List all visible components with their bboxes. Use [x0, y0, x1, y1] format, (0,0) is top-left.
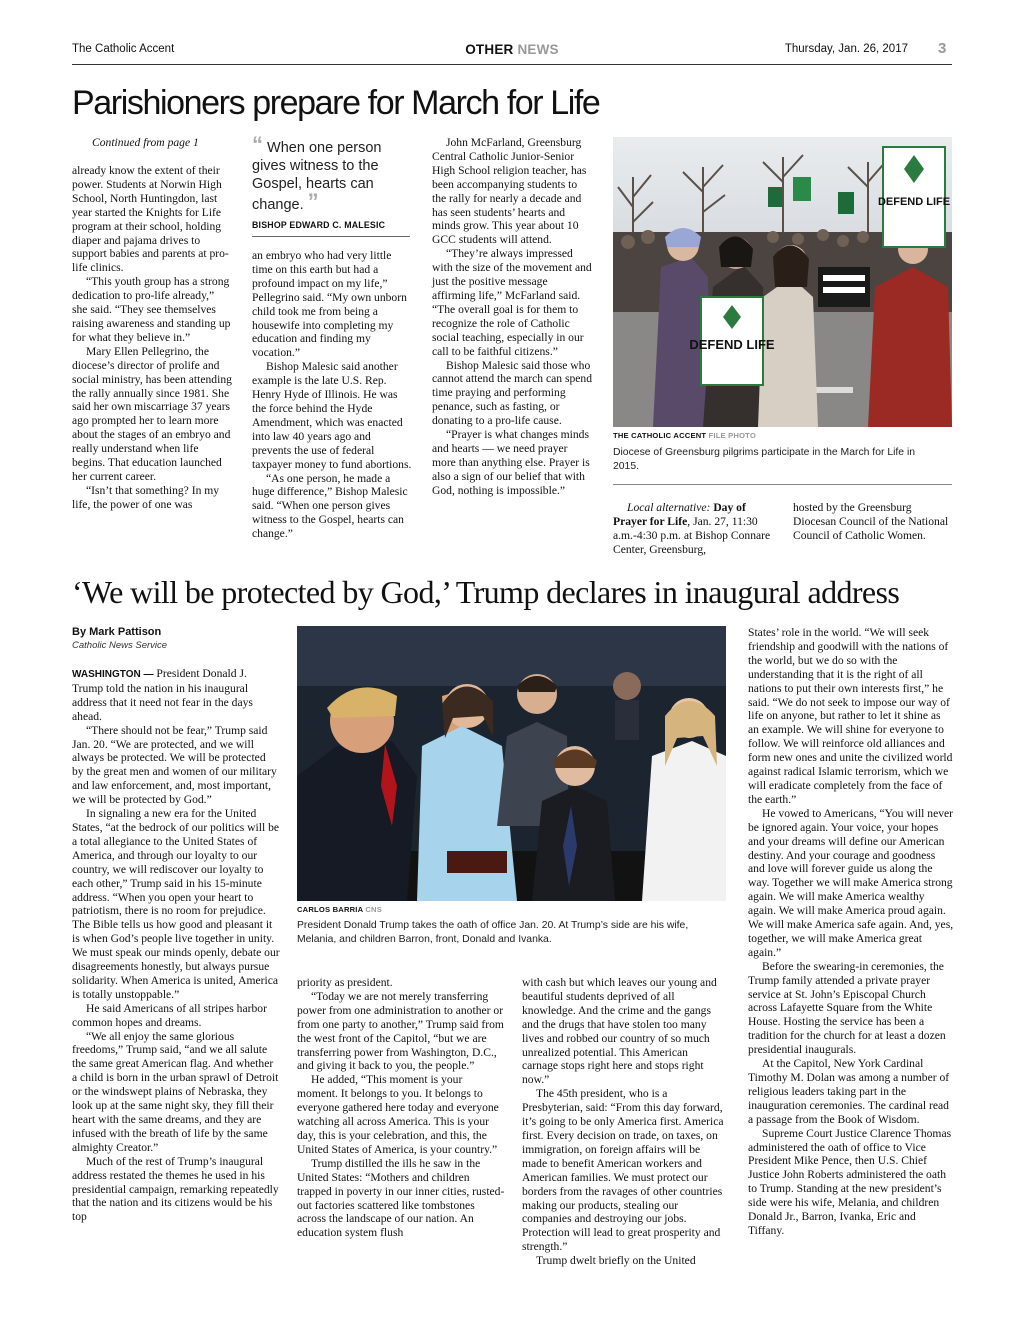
story2-col4-p4: At the Capitol, New York Cardinal Timothy M. Dolan was among a number of religious leaders taking part in the inauguration ceremonies. The cardinal read a passage from the Book of Wisdom. [748, 1057, 950, 1126]
story2-col3-p1: with cash but which leaves our young and beautiful students deprived of all knowledge. And the crime and the gangs and the drugs that have stolen too many lives and robbed our country of so much unrealized potential. This American carnage stops right here and stops right now.” [522, 976, 717, 1087]
section-label-a: OTHER [465, 42, 514, 57]
story2-column-2 [297, 976, 505, 1240]
story1-col3-p3: Bishop Malesic said those who cannot attend the march can spend time praying and performing penance, such as fasting, or donating to a pro-life cause. [432, 358, 592, 428]
march-photo-credit [613, 431, 756, 440]
story2-col4-p3: Before the swearing-in ceremonies, the Trump family attended a private prayer service at St. John’s Episcopal Church across Lafayette Square from the White House. Hosting the service has been a tradition for the church for at least a dozen presidential inaugurals. [748, 959, 946, 1057]
story1-continued [92, 136, 242, 150]
caption-rule [613, 484, 952, 485]
story1-col3-p2: “They’re always impressed with the size of the movement and just the positive message affirming life,” McFarland said. “The overall goal is for them to recognize the role of Catholic social teaching, especially in our call to be faithful citizens.” [432, 247, 592, 358]
story2-col1-lead: President Donald J. Trump told the nation in his inaugural address that it need not fear in the days ahead. [72, 667, 253, 723]
issue-date: Thursday, Jan. 26, 2017 [784, 43, 908, 55]
page-number: 3 [938, 40, 947, 57]
story2-col2-p1: priority as president. [297, 976, 393, 989]
march-photo-credit-org: THE CATHOLIC ACCENT [613, 431, 707, 440]
story2-headline: ‘We will be protected by God,’ Trump declares in inaugural address [72, 574, 900, 610]
local-alternative [613, 501, 775, 557]
inauguration-photo-credit-type: CNS [365, 905, 382, 914]
story2-column-3 [522, 976, 726, 1268]
story1-column-1 [72, 164, 232, 512]
story2-col1-p6: Much of the rest of Trump’s inaugural address restated the themes he used in his presidential campaign, remarking repeatedly that the nation and its citizens would be his top [72, 1154, 279, 1224]
story1-col1-p3: Mary Ellen Pellegrino, the diocese’s director of prolife and social ministry, has been attending the rally annually since 1981. She said her own miscarriage 37 years ago prompted her to learn more about the stages of an embryo and really understand when life begins. That education launched her current career. [72, 344, 232, 483]
story1-headline: Parishioners prepare for March for Life [72, 84, 600, 122]
story2-col1-p5: “We all enjoy the same glorious freedoms,” Trump said, “and we all salute the same great American flag. And whether a child is born in the urban sprawl of Detroit or the windswept plains of Nebraska, they look up at the same night sky, they fill their heart with the same dreams, and they are infused with the breath of life by the same almighty Creator.” [72, 1029, 279, 1154]
inauguration-photo [297, 626, 726, 901]
story2-col4-p2: He vowed to Americans, “You will never be ignored again. Your voice, your hopes and your dreams will define our American destiny. And your courage and goodness and love will forever guide us along the way. Together we will make America strong again. We will make America wealthy again. We will make America proud again. We will make America safe again. And, yes, together, we will make America great again.” [748, 806, 954, 959]
defend-life-sign-back [878, 147, 950, 247]
section-label-b: NEWS [517, 42, 559, 57]
story2-col1-p4: He said Americans of all stripes harbor common hopes and dreams. [72, 1001, 267, 1029]
story2-col2-p3: He added, “This moment is your moment. It belongs to you. It belongs to everyone gathered here today and everyone watching all across America. This is your day, this is your celebration, and this, the United States of America, is your country.” [297, 1073, 499, 1156]
story1-col1-p4: “Isn’t that something? In my life, the power of one was [72, 483, 220, 511]
byline-org: Catholic News Service [72, 640, 168, 651]
story2-col4-p1: States’ role in the world. “We will seek friendship and goodwill with the nations of the world, but we do so with the understanding that it is the right of all nations to put their own interests first,” he said. “We do not seek to impose our way of life on anyone, but rather to let it shine as an example. We will shine for everyone to follow. We will reinforce old alliances and form new ones and unite the civilized world against radical Islamic terrorism, which we will eradicate completely from the face of the earth.” [748, 626, 953, 806]
story1-col2-p2: Bishop Malesic said another example is the late U.S. Rep. Henry Hyde of Illinois. He was the force behind the Hyde Amendment, which was enacted into law 40 years ago and prevents the use of federal taxpayer money to fund abortions. [252, 360, 412, 471]
dateline: WASHINGTON — [72, 669, 154, 680]
story2-col2-p4: Trump distilled the ills he saw in the United States: “Mothers and children trapped in poverty in our inner cities, rusted-out factories scattered like tombstones across the landscape of our nation. An education system flush [297, 1156, 505, 1240]
pull-quote [252, 132, 410, 230]
march-photo-credit-type: FILE PHOTO [708, 431, 756, 440]
sign-text-front: DEFEND LIFE [689, 337, 775, 352]
story2-col4-p5: Supreme Court Justice Clarence Thomas administered the oath of office to Vice President Mike Pence, then U.S. Chief Justice John Roberts administered the oath to Trump. Standing at the new president’s side were his wife, Melania, and children Donald Jr., Barron, Ivanka, Eric and Tiffany. [748, 1126, 952, 1237]
local-alternative-host [793, 501, 951, 543]
story2-column-4 [748, 626, 954, 1238]
march-photo-caption: Diocese of Greensburg pilgrims participate in the March for Life in 2015. [613, 447, 916, 472]
story1-col2-p1: an embryo who had very little time on this earth but had a profound impact on my life,” Pellegrino said. “My own unborn child took me from being a housewife into completing my education and finding my vocation.” [252, 249, 407, 360]
story1-col2-p3: “As one person, he made a huge difference,” Bishop Malesic said. “When one person gives witness to the Gospel, hearts can change.” [252, 471, 408, 541]
pull-quote-open-mark: “ [252, 132, 263, 157]
pull-quote-close-mark: ” [307, 189, 319, 214]
story1-col1-p1: already know the extent of their power. Students at Norwin High School, North Huntingdon, last year started the Knights for Life program at their school, holding diaper and pajama drives to support babies and parents at pro-life clinics. [72, 164, 229, 275]
inauguration-photo-credit [297, 905, 382, 914]
inauguration-photo-credit-org: CARLOS BARRIA [297, 905, 364, 914]
pull-quote-attribution: BISHOP EDWARD C. MALESIC [252, 220, 386, 230]
byline: By Mark Pattison [72, 626, 162, 638]
story1-col3-p1: John McFarland, Greensburg Central Catholic Junior-Senior High School religion teacher, has been accompanying students to the rally for nearly a decade and has seen students’ hearts and minds grow. This year about 10 GCC students will attend. [432, 136, 587, 247]
story2-col1-p3: In signaling a new era for the United States, “at the bedrock of our politics will be a total allegiance to the United States of America, and through our loyalty to our country, we will rediscover our loyalty to each other,” Trump said in his 15-minute address. “When you open your heart to patriotism, there is no room for prejudice. The Bible tells us how good and pleasant it is when God’s people live together in unity. We must speak our minds openly, debate our disagreements honestly, but always pursue solidarity. When America is united, America is totally unstoppable.” [72, 807, 280, 1001]
publication-name: The Catholic Accent [72, 43, 175, 55]
story2-col1-p2: “There should not be fear,” Trump said Jan. 20. “We are protected, and we will always be protected. We will be protected by the great men and women of our military and law enforcement, and, most important, we will be protected by God.” [72, 723, 277, 807]
story2-col3-p2: The 45th president, who is a Presbyterian, said: “From this day forward, it’s going to be only America first. America first. Every decision on trade, on taxes, on immigration, on foreign affairs will be made to benefit American workers and American families. We must protect our borders from the ravages of other countries making our products, stealing our companies and destroying our jobs. Protection will lead to great prosperity and strength.” [522, 1087, 724, 1254]
story2-column-1 [72, 667, 280, 1224]
story1-col3-p4: “Prayer is what changes minds and hearts — we need prayer more than anything else. Prayer is also a sign of our belief that with God, nothing is impossible.” [432, 428, 590, 497]
story1-col1-p2: “This youth group has a strong dedication to pro-life already,” she said. “They see themselves raising awareness and standing up for what they believe in.” [72, 275, 231, 344]
march-for-life-photo [613, 137, 952, 427]
pull-quote-body: When one person gives witness to the Gospel, hearts can change. [252, 140, 382, 213]
local-alternative-label: Local alternative: [627, 501, 711, 514]
story1-column-3 [432, 136, 594, 498]
sign-text-back: DEFEND LIFE [877, 196, 951, 208]
local-alternative-host-text: hosted by the Greensburg Diocesan Council of the National Council of Catholic Women. [793, 501, 949, 542]
story2-col2-p2: “Today we are not merely transferring power from one administration to another or from one party to another,” Trump said from the west front of the Capitol, “but we are transferring power from Washington, D.C., and giving it back to you, the people.” [297, 989, 504, 1073]
local-alternative-details: , Jan. 27, 11:30 a.m.-4:30 p.m. at Bishop Connare Center, Greensburg, [613, 514, 771, 556]
story2-col3-p3: Trump dwelt briefly on the United [536, 1254, 696, 1268]
local-alternative-title: Day of Prayer for Life [613, 501, 746, 528]
continued-note: Continued from page 1 [92, 136, 199, 149]
pull-quote-rule [252, 236, 410, 237]
inauguration-photo-illustration [297, 626, 726, 901]
story1-column-2 [252, 249, 412, 541]
pull-quote-text [252, 132, 410, 214]
header-rule [72, 64, 952, 65]
defend-life-sign-front [689, 297, 775, 385]
march-photo-illustration [613, 137, 952, 427]
inauguration-photo-caption: President Donald Trump takes the oath of office Jan. 20. At Trump’s side are his wife, Melania, and children Barron, front, Donald and Ivanka. [297, 920, 689, 945]
